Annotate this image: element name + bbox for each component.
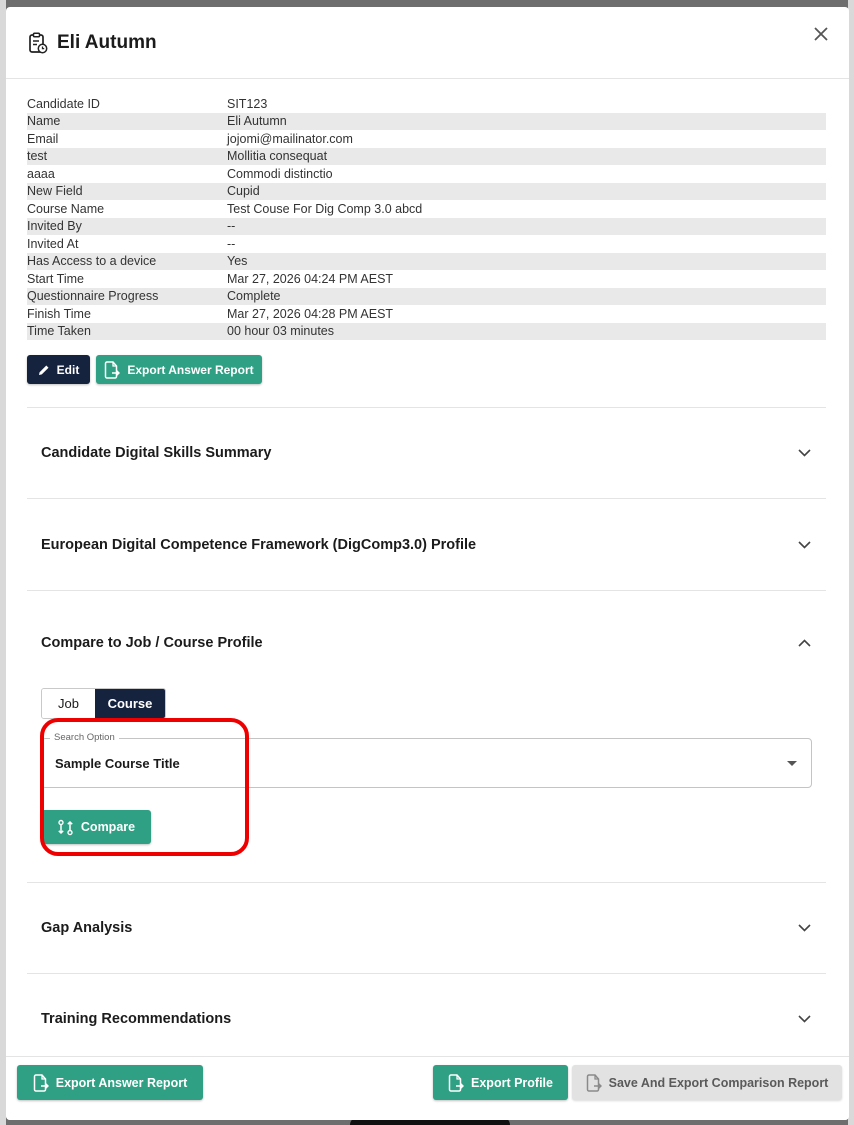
save-and-export-comparison-button[interactable] [572,1065,842,1100]
info-row [27,288,826,306]
section-title: European Digital Competence Framework (DigComp3.0) Profile [41,537,477,553]
section-title: Training Recommendations [41,1011,232,1027]
chevron-up-icon [797,636,811,650]
section-training-recommendations[interactable] [41,1009,811,1029]
footer-export-answer-report-button[interactable] [17,1065,203,1100]
section-compare[interactable] [41,633,811,653]
section-divider [27,882,826,883]
chevron-down-icon [797,446,811,460]
edit-button-label: Edit [56,362,80,377]
info-row [27,305,826,323]
chevron-down-icon [797,538,811,552]
info-row [27,200,826,218]
info-label: New Field [27,184,83,199]
info-row [27,253,826,271]
candidate-info-table [27,95,826,340]
section-skills-summary[interactable] [41,443,811,463]
info-row [27,235,826,253]
info-value: Mar 27, 2026 04:24 PM AEST [227,271,394,286]
close-button[interactable] [811,24,831,44]
info-value: SIT123 [227,96,268,111]
info-row [27,148,826,166]
export-answer-report-button[interactable] [96,355,262,384]
job-course-toggle [41,688,166,719]
section-title: Gap Analysis [41,920,133,936]
section-digcomp-profile[interactable] [41,535,811,555]
caret-down-icon [787,761,797,766]
export-profile-label: Export Profile [471,1075,553,1090]
compare-button[interactable] [41,810,151,844]
info-value: Test Couse For Dig Comp 3.0 abcd [227,201,423,216]
info-row [27,95,826,113]
info-label: aaaa [27,166,55,181]
section-title: Compare to Job / Course Profile [41,635,263,651]
search-option-select[interactable] [41,732,812,788]
info-label: Candidate ID [27,96,100,111]
section-gap-analysis[interactable] [41,918,811,938]
file-export-icon [586,1074,602,1092]
clipboard-clock-icon [28,32,48,54]
info-value: Complete [227,289,281,304]
chevron-down-icon [797,921,811,935]
chevron-down-icon [797,1012,811,1026]
info-value: Cupid [227,184,260,199]
search-option-value: Sample Course Title [55,756,180,771]
export-profile-button[interactable] [433,1065,568,1100]
info-label: Course Name [27,201,105,216]
pencil-icon [38,364,50,376]
info-label: Time Taken [27,324,91,339]
info-value: Mollitia consequat [227,149,328,164]
modal-header [6,7,849,79]
info-value: -- [227,219,236,234]
info-label: Invited By [27,219,82,234]
info-label: Invited At [27,236,79,251]
info-value: -- [227,236,236,251]
info-label: Questionnaire Progress [27,289,159,304]
info-row [27,270,826,288]
info-row [27,218,826,236]
swap-arrows-icon [57,819,74,836]
compare-button-label: Compare [80,820,136,834]
file-export-icon [104,361,120,379]
file-export-icon [33,1074,49,1092]
section-divider [27,407,826,408]
file-export-icon [448,1074,464,1092]
footer-export-answer-label: Export Answer Report [55,1075,188,1090]
section-divider [27,590,826,591]
edit-button[interactable] [27,355,90,384]
info-row [27,113,826,131]
info-value: Yes [227,254,248,269]
candidate-modal [6,7,849,1120]
info-row [27,165,826,183]
close-icon [813,26,829,42]
section-title: Candidate Digital Skills Summary [41,445,272,461]
info-value: Mar 27, 2026 04:28 PM AEST [227,306,394,321]
info-row [27,130,826,148]
info-label: Has Access to a device [27,254,157,269]
toggle-job[interactable]: Job [42,689,95,718]
info-label: Name [27,114,61,129]
modal-title: Eli Autumn [57,31,157,53]
info-value: Eli Autumn [227,114,287,129]
info-label: Email [27,131,59,146]
export-answer-report-label: Export Answer Report [127,362,254,377]
info-value: jojomi@mailinator.com [227,131,353,146]
section-divider [27,973,826,974]
info-label: Start Time [27,271,84,286]
info-row [27,323,826,341]
toggle-course[interactable]: Course [95,689,165,718]
info-label: test [27,149,48,164]
section-divider [27,498,826,499]
save-and-export-label: Save And Export Comparison Report [608,1075,829,1090]
info-value: Commodi distinctio [227,166,333,181]
search-option-legend: Search Option [50,732,119,743]
info-value: 00 hour 03 minutes [227,324,335,339]
info-label: Finish Time [27,306,91,321]
info-row [27,183,826,201]
modal-footer [6,1056,849,1120]
